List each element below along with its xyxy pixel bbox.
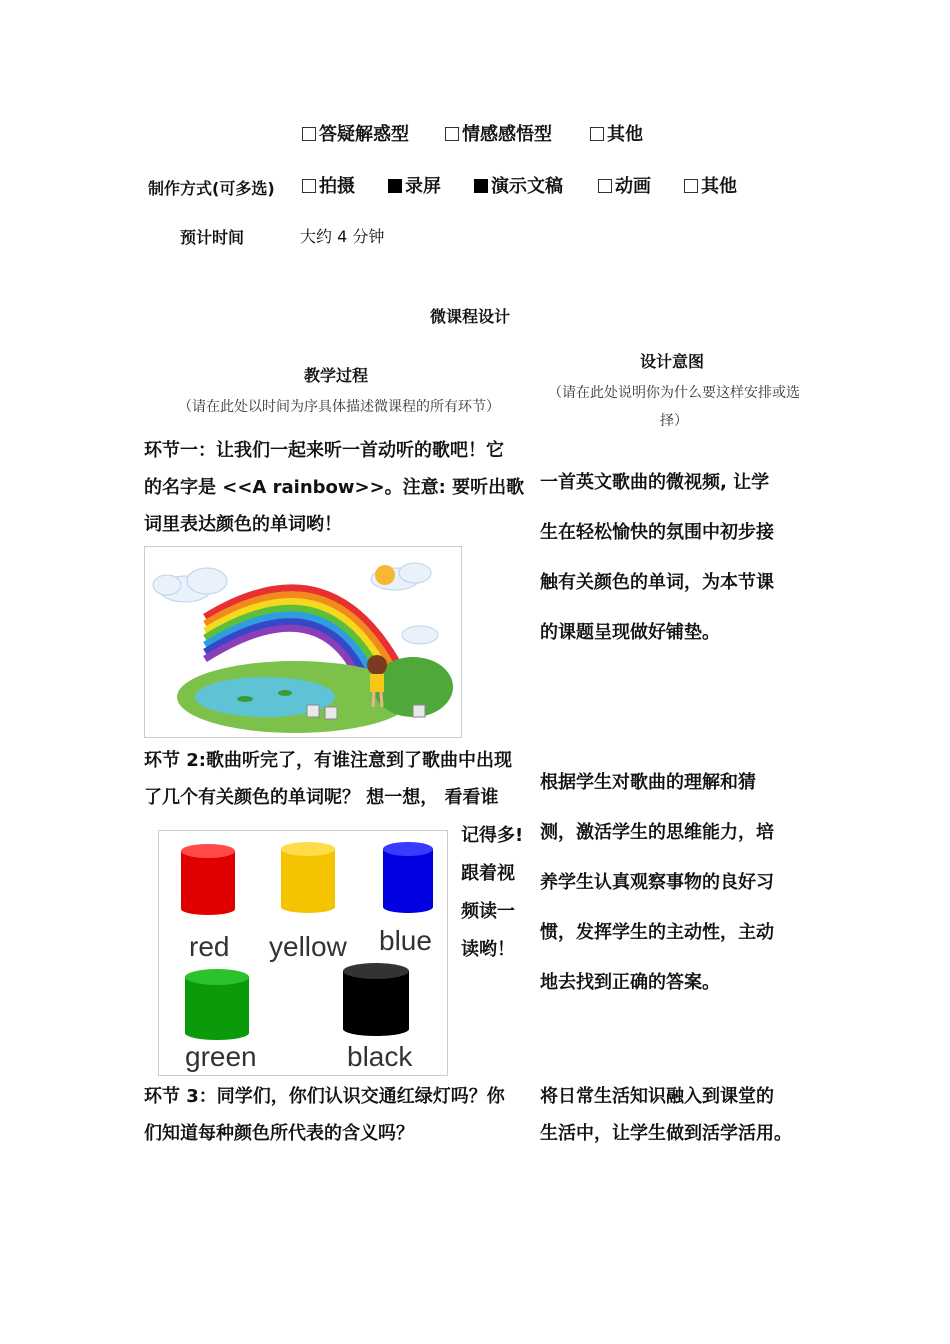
color-word-green: green	[185, 1041, 257, 1072]
color-word-black: black	[347, 1041, 413, 1072]
checkbox-icon	[598, 179, 612, 193]
step2-intent-line: 地去找到正确的答案。	[540, 972, 720, 993]
step2-side-line: 读哟！	[461, 939, 515, 960]
method-option-other[interactable]: 其他	[684, 172, 737, 198]
method-option-screen[interactable]: 录屏	[388, 172, 441, 198]
step2-line: 了几个有关颜色的单词呢？ 想一想， 看看谁	[144, 787, 499, 808]
color-words-illustration	[158, 830, 448, 1076]
cylinder-yellow	[281, 842, 335, 913]
method-option-slides[interactable]: 演示文稿	[474, 172, 563, 198]
left-header-title: 教学过程	[304, 366, 369, 385]
step2-intent-line: 惯，发挥学生的主动性，主动	[540, 922, 774, 943]
color-word-yellow: yellow	[269, 931, 347, 962]
step2-side-line: 跟着视	[461, 863, 515, 884]
checkbox-icon	[684, 179, 698, 193]
cylinder-green	[185, 969, 249, 1040]
step1-line: 的名字是 <<A rainbow>>。注意: 要听出歌	[144, 477, 525, 498]
type-option-emotion[interactable]: 情感感悟型	[445, 120, 552, 146]
cylinder-red	[181, 844, 235, 915]
rainbow-picture	[145, 547, 461, 737]
right-header-note-cont: 择）	[660, 413, 688, 429]
checkbox-icon	[445, 127, 459, 141]
type-option-qa[interactable]: 答疑解惑型	[302, 120, 409, 146]
color-word-blue: blue	[379, 925, 432, 956]
method-option-shoot[interactable]: 拍摄	[302, 172, 355, 198]
step2-intent-line: 测，激活学生的思维能力，培	[540, 822, 774, 843]
checkbox-icon	[302, 179, 316, 193]
section-title: 微课程设计	[430, 307, 511, 326]
step2-intent-line: 养学生认真观察事物的良好习	[540, 872, 774, 893]
step3-line: 环节 3：同学们，你们认识交通红绿灯吗？你	[144, 1086, 505, 1107]
checked-box-icon	[474, 179, 488, 193]
color-word-red: red	[189, 931, 230, 962]
checkbox-icon	[590, 127, 604, 141]
right-header-note: （请在此处说明你为什么要这样安排或选	[548, 385, 800, 401]
checkbox-icon	[302, 127, 316, 141]
rainbow-illustration	[144, 546, 462, 738]
cylinder-blue	[383, 842, 433, 913]
step2-side-line: 频读一	[461, 901, 515, 922]
time-value: 大约 4 分钟	[300, 227, 385, 246]
cylinder-black	[343, 963, 409, 1036]
step1-line: 环节一：让我们一起来听一首动听的歌吧！它	[144, 440, 504, 461]
step2-intent-line: 根据学生对歌曲的理解和猜	[540, 772, 756, 793]
step2-side-line: 记得多!	[461, 825, 524, 846]
left-header-note: （请在此处以时间为序具体描述微课程的所有环节）	[178, 399, 500, 415]
step1-intent-line: 的课题呈现做好铺垫。	[540, 622, 720, 643]
checked-box-icon	[388, 179, 402, 193]
type-option-other[interactable]: 其他	[590, 120, 643, 146]
step3-line: 们知道每种颜色所代表的含义吗？	[144, 1123, 414, 1144]
step1-line: 词里表达颜色的单词哟！	[144, 514, 342, 535]
step2-line: 环节 2:歌曲听完了，有谁注意到了歌曲中出现	[144, 750, 512, 771]
right-header-title: 设计意图	[640, 352, 705, 371]
step3-intent-line: 生活中，让学生做到活学活用。	[540, 1123, 792, 1144]
step1-intent-line: 生在轻松愉快的氛围中初步接	[540, 522, 774, 543]
step3-intent-line: 将日常生活知识融入到课堂的	[540, 1086, 774, 1107]
method-option-animation[interactable]: 动画	[598, 172, 651, 198]
time-label: 预计时间	[180, 228, 245, 247]
method-label: 制作方式(可多选)	[148, 179, 275, 198]
step1-intent-line: 一首英文歌曲的微视频, 让学	[540, 472, 770, 493]
step1-intent-line: 触有关颜色的单词，为本节课	[540, 572, 774, 593]
